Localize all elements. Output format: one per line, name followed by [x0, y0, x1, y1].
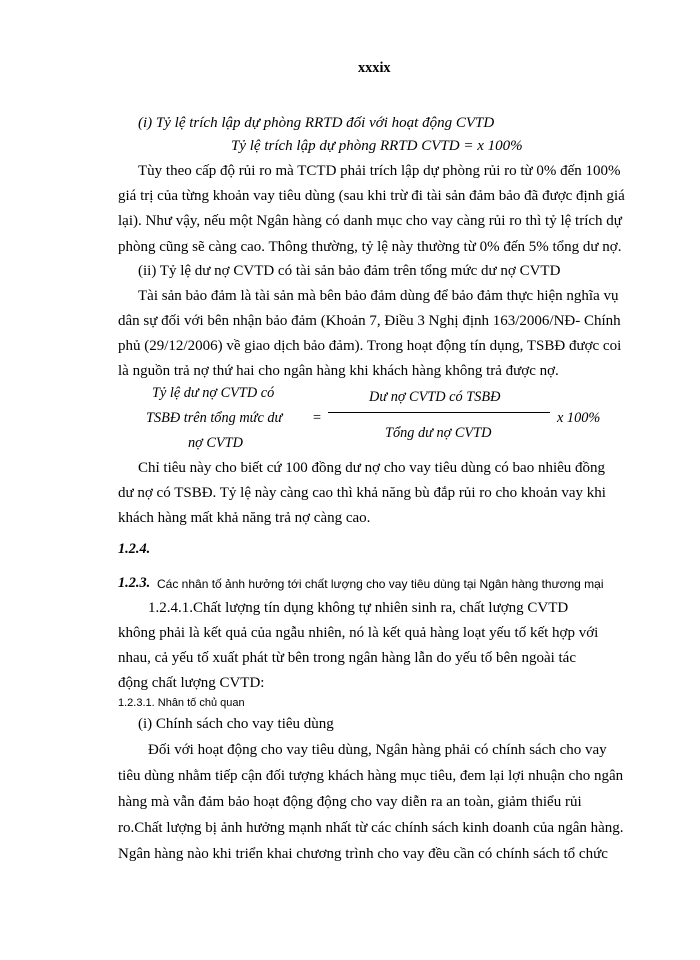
para-1241-line-4: động chất lượng CVTD: [118, 675, 265, 691]
heading-1-2-3-1: 1.2.3.1. Nhân tố chủ quan [118, 697, 245, 709]
section-i-line-4: phòng cũng sẽ càng cao. Thông thường, tỷ lệ này thường từ 0% đến 5% tổng dư nợ. [118, 239, 622, 255]
para-1241-line-2: không phải là kết quả của ngẫu nhiên, nó là kết quả hàng loạt yếu tố kết hợp với [118, 625, 599, 641]
section-i-heading: (i) Tỷ lệ trích lập dự phòng RRTD đối với hoạt động CVTD [138, 115, 495, 131]
section-ii-after-line-2: dư nợ có TSBĐ. Tỷ lệ này càng cao thì khả năng bù đắp rủi ro cho khoản vay khi [118, 485, 606, 501]
final-para-line-1: Đối với hoạt động cho vay tiêu dùng, Ngân hàng phải có chính sách cho vay [148, 742, 607, 758]
para-1241-line-1: 1.2.4.1.Chất lượng tín dụng không tự nhiên sinh ra, chất lượng CVTD [148, 600, 569, 616]
heading-1-2-3-number: 1.2.3. [118, 575, 151, 591]
formula-multiplier: x 100% [557, 410, 601, 426]
section-ii-line-1: Tài sản bảo đảm là tài sản mà bên bảo đảm dùng để bảo đảm thực hiện nghĩa vụ [138, 288, 619, 304]
formula-left-line-1: Tỷ lệ dư nợ CVTD có [152, 385, 275, 401]
final-para-line-5: Ngân hàng nào khi triển khai chương trình cho vay đều cần có chính sách tổ chức [118, 846, 608, 862]
section-ii-line-2: dân sự đối với bên nhận bảo đảm (Khoản 7, Điều 3 Nghị định 163/2006/NĐ- Chính [118, 313, 621, 329]
section-i-line-1: Tùy theo cấp độ rủi ro mà TCTD phải trích lập dự phòng rủi ro từ 0% đến 100% [138, 163, 621, 179]
section-i-line-3: lại). Như vậy, nếu một Ngân hàng có danh mục cho vay càng rủi ro thì tỷ lệ trích dự [118, 213, 622, 229]
section-ii-after-line-3: khách hàng mất khả năng trả nợ càng cao. [118, 510, 371, 526]
section-ii-line-4: là nguồn trả nợ thứ hai cho ngân hàng khi khách hàng không trả được nợ. [118, 363, 559, 379]
section-ii-heading: (ii) Tỷ lệ dư nợ CVTD có tài sản bảo đảm trên tổng mức dư nợ CVTD [138, 263, 561, 279]
formula-denominator: Tổng dư nợ CVTD [385, 425, 492, 441]
section-i-line-2: giá trị của từng khoản vay tiêu dùng (sau khi trừ đi tài sản đảm bảo đã được định giá [118, 188, 625, 204]
section-i-formula: Tỷ lệ trích lập dự phòng RRTD CVTD = x 100% [231, 138, 523, 154]
formula-left-line-2: TSBĐ trên tổng mức dư [146, 410, 283, 426]
final-para-line-2: tiêu dùng nhằm tiếp cận đối tượng khách hàng mục tiêu, đem lại lợi nhuận cho ngân [118, 768, 624, 784]
section-ii-after-line-1: Chỉ tiêu này cho biết cứ 100 đồng dư nợ cho vay tiêu dùng có bao nhiêu đồng [138, 460, 606, 476]
formula-numerator: Dư nợ CVTD có TSBĐ [369, 389, 501, 405]
formula-left-line-3: nợ CVTD [188, 435, 243, 451]
heading-1-2-4: 1.2.4. [118, 541, 151, 557]
final-para-line-3: hàng mà vẫn đảm bảo hoạt động động cho vay diễn ra an toàn, giảm thiểu rủi [118, 794, 582, 810]
formula-equals: = [313, 410, 322, 426]
heading-1-2-3-text: Các nhân tố ảnh hưởng tới chất lượng cho vay tiêu dùng tại Ngân hàng thương mại [157, 577, 604, 591]
para-1241-line-3: nhau, cả yếu tố xuất phát từ bên trong ngân hàng lẫn do yếu tố bên ngoài tác [118, 650, 576, 666]
fraction-line [328, 412, 550, 413]
final-para-line-4: ro.Chất lượng bị ảnh hưởng mạnh nhất từ các chính sách kinh doanh của ngân hàng. [118, 820, 624, 836]
sub-heading-i: (i) Chính sách cho vay tiêu dùng [138, 716, 334, 732]
page-number: xxxix [358, 60, 391, 76]
section-ii-line-3: phủ (29/12/2006) về giao dịch bảo đảm). Trong hoạt động tín dụng, TSBĐ được coi [118, 338, 622, 354]
